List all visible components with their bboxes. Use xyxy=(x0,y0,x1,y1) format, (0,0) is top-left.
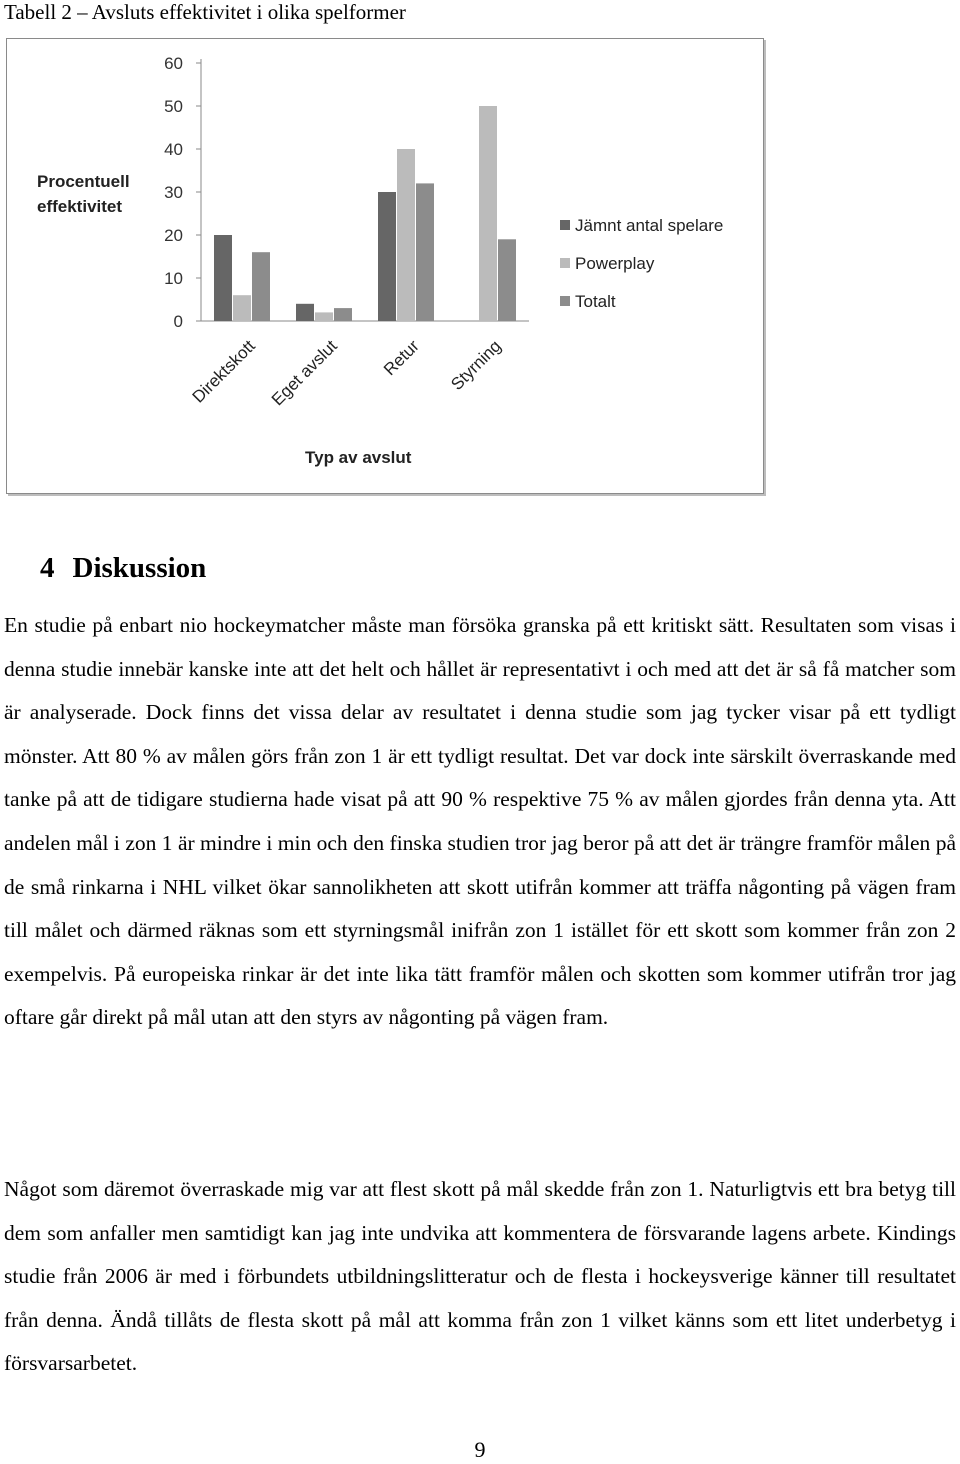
legend-swatch xyxy=(560,296,570,306)
table-caption: Tabell 2 – Avsluts effektivitet i olika spelformer xyxy=(4,0,406,24)
bar-powerplay xyxy=(315,312,333,321)
y-axis-title-line: Procentuell xyxy=(37,172,130,191)
page-number: 9 xyxy=(474,1437,486,1462)
x-tick-label: Styrning xyxy=(447,336,505,394)
section-heading xyxy=(40,552,206,585)
bar-powerplay xyxy=(233,295,251,321)
paragraph-2: Något som däremot överraskade mig var att flest skott på mål skedde från zon 1. Naturligtvis ett bra betyg till dem som anfaller men samtidigt kan jag inte undvika att kommentera de försvarande lagens arbete. Kindings studie från 2006 är med i förbundets utbildningslitteratur och de flesta i hockeysverige känner till resultatet från denna. Ändå tillåts de flesta skott på mål att komma från zon 1 vilket känns som ett litet underbetyg i försvarsarbetet. xyxy=(4,1177,956,1376)
x-axis-title: Typ av avslut xyxy=(305,448,412,467)
section-title: Diskussion xyxy=(72,552,207,584)
x-tick-label: Eget avslut xyxy=(267,336,341,410)
y-tick-label: 20 xyxy=(164,226,183,245)
paragraph-1: En studie på enbart nio hockeymatcher måste man försöka granska på ett kritiskt sätt. Resultaten som visas i denna studie innebär kanske inte att det helt och hållet är representativt i och med att det är så få matcher som är analyserade. Dock finns det vissa delar av resultatet i denna studie som jag tycker visar på ett tydligt mönster. Att 80 % av målen görs från zon 1 är ett tydligt resultat. Det var dock inte särskilt överraskande med tanke på att de tidigare studierna hade visat på att 90 % respektive 75 % av målen gjordes från denna yta. Att andelen mål i zon 1 är mindre i min och den finska studien tror jag beror på att det är trängre framför målen på de små rinkarna i NHL vilket ökar sannolikheten att skott utifrån kommer att träffa någonting på vägen fram till målet och därmed räknas som ett styrningsmål inifrån zon 1 istället för ett skott som kommer från zon 2 exempelvis. På europeiska rinkar är det inte lika tätt framför målen och skotten som kommer utifrån tror jag oftare går direkt på mål utan att den styrs av någonting på vägen fram. xyxy=(4,613,956,1030)
bar-totalt xyxy=(334,308,352,321)
section-number: 4 xyxy=(40,552,55,584)
bar-totalt xyxy=(252,252,270,321)
chart-frame xyxy=(6,38,764,494)
legend-swatch xyxy=(560,220,570,230)
bar-totalt xyxy=(416,183,434,321)
legend-label: Totalt xyxy=(575,292,616,311)
y-tick-label: 60 xyxy=(164,54,183,73)
legend-swatch xyxy=(560,258,570,268)
x-tick-label: Retur xyxy=(379,336,423,380)
legend-label: Powerplay xyxy=(575,254,655,273)
y-tick-label: 10 xyxy=(164,269,183,288)
legend-label: Jämnt antal spelare xyxy=(575,216,724,235)
y-axis-title-line: effektivitet xyxy=(37,197,123,216)
y-tick-label: 30 xyxy=(164,183,183,202)
bar-powerplay xyxy=(397,149,415,321)
bar-chart xyxy=(7,39,763,493)
bar-totalt xyxy=(498,239,516,321)
y-tick-label: 40 xyxy=(164,140,183,159)
bar-powerplay xyxy=(479,106,497,321)
bar-jämnt-antal-spelare xyxy=(214,235,232,321)
bar-jämnt-antal-spelare xyxy=(296,304,314,321)
x-tick-label: Direktskott xyxy=(188,336,259,407)
y-tick-label: 0 xyxy=(173,312,183,331)
y-tick-label: 50 xyxy=(164,97,183,116)
bar-jämnt-antal-spelare xyxy=(378,192,396,321)
